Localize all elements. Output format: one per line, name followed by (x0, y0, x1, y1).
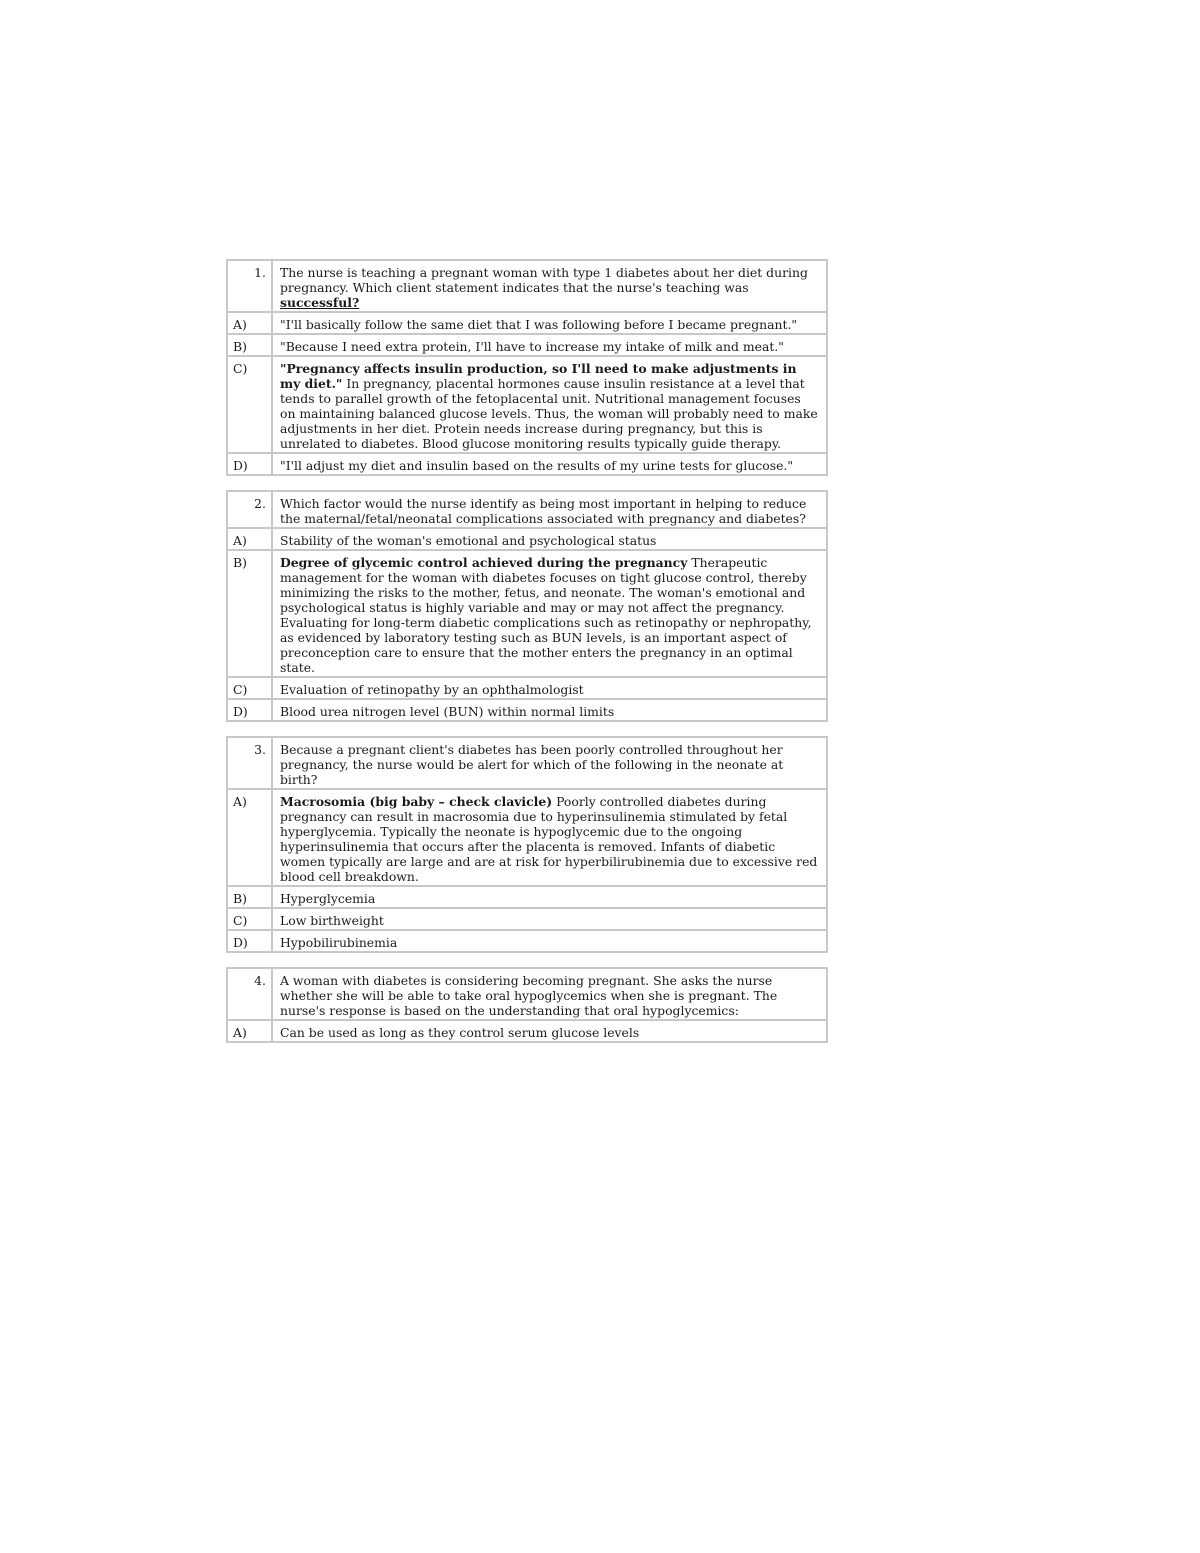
option-text (272, 789, 827, 886)
question-table-4 (226, 967, 828, 1043)
question-number: 1. (227, 260, 272, 312)
option-row (227, 550, 827, 677)
option-row (227, 699, 827, 721)
option-letter: B) (227, 334, 272, 356)
question-number: 4. (227, 968, 272, 1020)
option-letter: B) (227, 550, 272, 677)
option-row (227, 1020, 827, 1042)
question-stem (272, 737, 827, 789)
option-text-body: "I'll adjust my diet and insulin based on the results of my urine tests for glucose." (280, 458, 794, 473)
option-letter: B) (227, 886, 272, 908)
option-row (227, 930, 827, 952)
option-text (272, 699, 827, 721)
option-text (272, 312, 827, 334)
question-stem (272, 491, 827, 528)
option-letter: A) (227, 789, 272, 886)
option-text (272, 930, 827, 952)
option-text (272, 677, 827, 699)
option-row (227, 528, 827, 550)
question-stem-text: Because a pregnant client's diabetes has been poorly controlled throughout her pregnancy, the nurse would be alert for which of the following in the neonate at birth? (280, 742, 784, 787)
question-stem-text: The nurse is teaching a pregnant woman with type 1 diabetes about her diet during pregnancy. Which client statement indicates that the nurse's teaching was (280, 265, 808, 295)
question-stem-row (227, 491, 827, 528)
option-text-body: Evaluation of retinopathy by an ophthalmologist (280, 682, 584, 697)
option-text (272, 356, 827, 453)
option-text-body: Low birthweight (280, 913, 384, 928)
question-table-3 (226, 736, 828, 953)
option-text (272, 1020, 827, 1042)
option-row (227, 334, 827, 356)
option-letter: C) (227, 908, 272, 930)
option-row (227, 886, 827, 908)
option-letter: C) (227, 356, 272, 453)
question-stem-row (227, 260, 827, 312)
correct-answer-text: Degree of glycemic control achieved during the pregnancy (280, 555, 688, 570)
question-stem (272, 968, 827, 1020)
option-text-body: Blood urea nitrogen level (BUN) within normal limits (280, 704, 615, 719)
question-table-2 (226, 490, 828, 722)
option-text (272, 453, 827, 475)
option-text-body: "I'll basically follow the same diet that I was following before I became pregnant." (280, 317, 798, 332)
option-text-body: Hypobilirubinemia (280, 935, 398, 950)
rationale-text: In pregnancy, placental hormones cause insulin resistance at a level that tends to parallel growth of the fetoplacental unit. Nutritional management focuses on maintaining balanced glucose levels. Thus, the woman will probably need to make adjustments in her diet. Protein needs increase during pregnancy, but this is unrelated to diabetes. Blood glucose monitoring results typically guide therapy. (280, 376, 818, 451)
option-text-body: Can be used as long as they control serum glucose levels (280, 1025, 640, 1040)
option-letter: A) (227, 528, 272, 550)
option-row (227, 453, 827, 475)
question-stem-emphasis: successful? (280, 295, 360, 310)
question-stem-row (227, 737, 827, 789)
option-letter: D) (227, 930, 272, 952)
option-text (272, 528, 827, 550)
option-text (272, 334, 827, 356)
option-text (272, 550, 827, 677)
option-row (227, 677, 827, 699)
question-table-1 (226, 259, 828, 476)
option-letter: A) (227, 1020, 272, 1042)
option-row (227, 312, 827, 334)
option-row (227, 908, 827, 930)
option-row (227, 789, 827, 886)
question-stem (272, 260, 827, 312)
option-text-body: Stability of the woman's emotional and psychological status (280, 533, 657, 548)
question-number: 3. (227, 737, 272, 789)
question-stem-text: A woman with diabetes is considering becoming pregnant. She asks the nurse whether she will be able to take oral hypoglycemics when she is pregnant. The nurse's response is based on the understanding that oral hypoglycemics: (280, 973, 778, 1018)
option-text-body: Hyperglycemia (280, 891, 376, 906)
question-stem-text: Which factor would the nurse identify as being most important in helping to reduce the maternal/fetal/neonatal complications associated with pregnancy and diabetes? (280, 496, 807, 526)
option-letter: C) (227, 677, 272, 699)
option-letter: D) (227, 699, 272, 721)
question-document (226, 259, 828, 1057)
option-letter: D) (227, 453, 272, 475)
correct-answer-text: "Pregnancy affects insulin production, so I'll need to make adjustments in my diet." (280, 361, 797, 391)
rationale-text: Therapeutic management for the woman with diabetes focuses on tight glucose control, thereby minimizing the risks to the mother, fetus, and neonate. The woman's emotional and psychological status is highly variable and may or may not affect the pregnancy. Evaluating for long-term diabetic complications such as retinopathy or nephropathy, as evidenced by laboratory testing such as BUN levels, is an important aspect of preconception care to ensure that the mother enters the pregnancy in an optimal state. (280, 555, 812, 675)
rationale-text: Poorly controlled diabetes during pregnancy can result in macrosomia due to hyperinsulinemia stimulated by fetal hyperglycemia. Typically the neonate is hypoglycemic due to the ongoing hyperinsulinemia that occurs after the placenta is removed. Infants of diabetic women typically are large and are at risk for hyperbilirubinemia due to excessive red blood cell breakdown. (280, 794, 818, 884)
correct-answer-text: Macrosomia (big baby – check clavicle) (280, 794, 553, 809)
option-text-body: "Because I need extra protein, I'll have to increase my intake of milk and meat." (280, 339, 784, 354)
question-number: 2. (227, 491, 272, 528)
question-stem-row (227, 968, 827, 1020)
option-text (272, 886, 827, 908)
option-row (227, 356, 827, 453)
option-text (272, 908, 827, 930)
option-letter: A) (227, 312, 272, 334)
